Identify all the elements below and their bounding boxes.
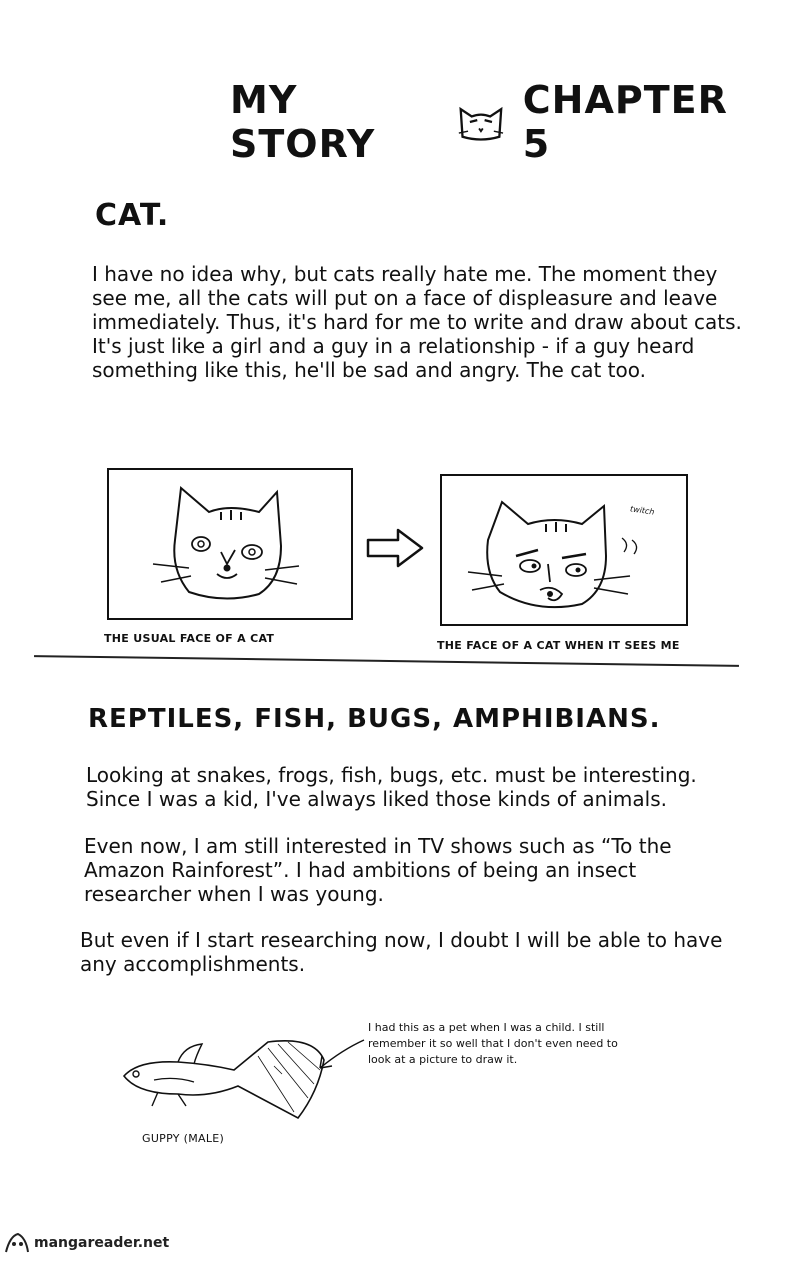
annoyed-cat-caption: THE FACE OF A CAT WHEN IT SEES ME bbox=[437, 639, 680, 652]
guppy-caption: GUPPY (MALE) bbox=[142, 1132, 225, 1145]
cat-paragraph: I have no idea why, but cats really hate me. The moment they see me, all the cats will put on a face of displeasure and leave immediately. Thus, it's hard for me to write and draw about cats. It's just like a girl and a guy in a relationship - if a guy heard something like this, he'll be sad and angry. The cat too. bbox=[92, 262, 742, 382]
watermark bbox=[4, 1232, 169, 1254]
reptiles-paragraph-1: Looking at snakes, frogs, fish, bugs, etc. must be interesting. Since I was a kid, I've always liked those kinds of animals. bbox=[86, 763, 697, 811]
chapter-title bbox=[230, 78, 750, 166]
title-my-story: MY STORY bbox=[230, 78, 376, 166]
cat-heading: CAT. bbox=[95, 198, 170, 233]
title-chapter: CHAPTER 5 bbox=[522, 78, 728, 166]
twitch-sfx: twitch bbox=[629, 504, 656, 517]
usual-cat-drawing bbox=[109, 470, 351, 618]
section-divider bbox=[34, 655, 739, 667]
cat-face-icon bbox=[457, 102, 505, 142]
annoyed-cat-panel bbox=[440, 474, 688, 626]
reptiles-heading: REPTILES, FISH, BUGS, AMPHIBIANS. bbox=[88, 704, 661, 734]
usual-cat-caption: THE USUAL FACE OF A CAT bbox=[104, 632, 275, 645]
reptiles-paragraph-2: Even now, I am still interested in TV shows such as “To the Amazon Rainforest”. I had ambitions of being an insect researcher when I was young. bbox=[84, 834, 672, 906]
watermark-logo-icon bbox=[4, 1232, 30, 1254]
reptiles-paragraph-3: But even if I start researching now, I doubt I will be able to have any accomplishments. bbox=[80, 928, 723, 976]
guppy-fish-drawing bbox=[118, 1036, 328, 1120]
watermark-text: mangareader.net bbox=[34, 1235, 170, 1251]
arrow-right-icon bbox=[366, 527, 424, 569]
guppy-note: I had this as a pet when I was a child. I still remember it so well that I don't even need to look at a picture to draw it. bbox=[368, 1021, 618, 1066]
annoyed-cat-drawing bbox=[442, 476, 686, 624]
usual-cat-panel bbox=[107, 468, 353, 620]
